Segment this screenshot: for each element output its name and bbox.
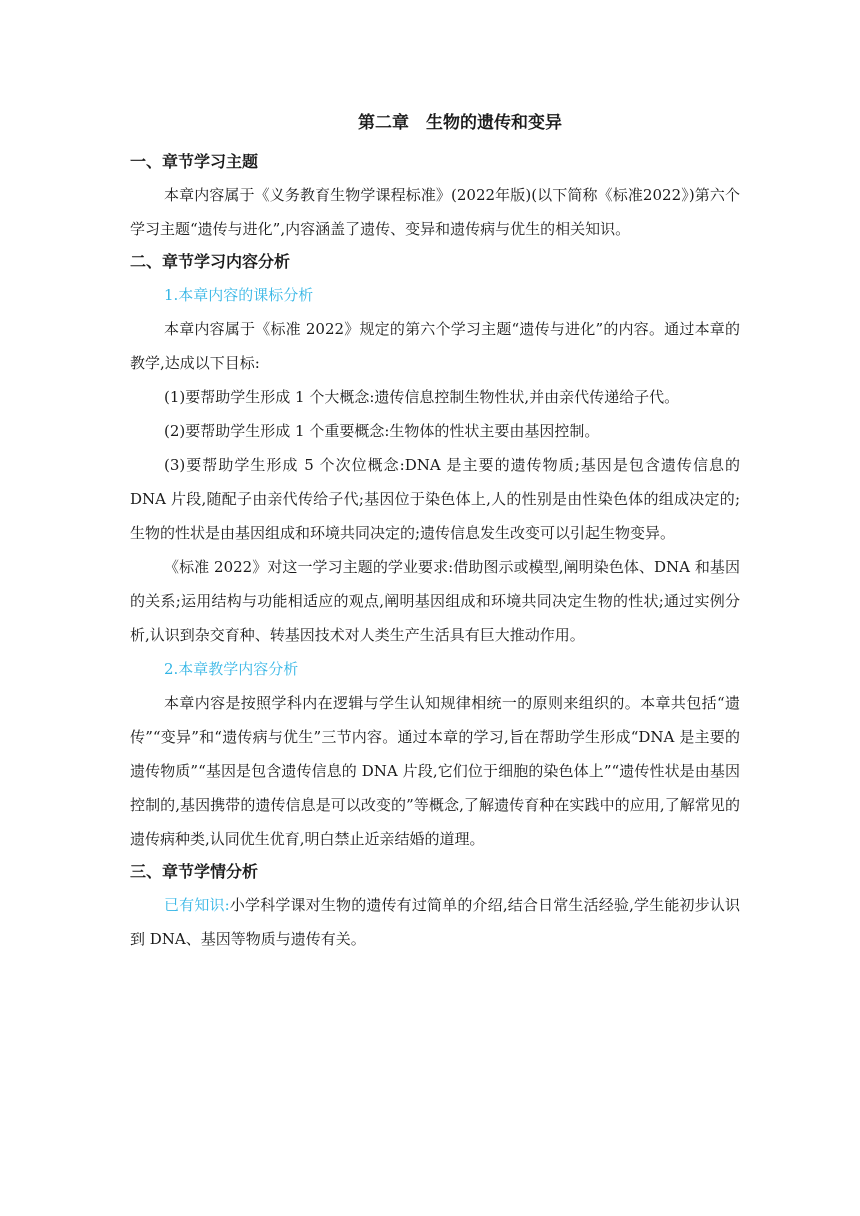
chapter-title: 第二章 生物的遗传和变异 — [358, 113, 562, 133]
paragraph: (1)要帮助学生形成 1 个大概念:遗传信息控制生物性状,并由亲代传递给子代。 — [164, 388, 680, 406]
section-heading-3: 三、章节学情分析 — [130, 862, 259, 881]
paragraph — [130, 888, 740, 956]
section-heading-1: 一、章节学习主题 — [130, 152, 259, 171]
paragraph: 本章内容属于《标准 2022》规定的第六个学习主题“遗传与进化”的内容。通过本章的教学,达成以下目标: — [130, 320, 740, 372]
section-heading-2: 二、章节学习内容分析 — [130, 252, 291, 271]
paragraph: (3)要帮助学生形成 5 个次位概念:DNA 是主要的遗传物质;基因是包含遗传信息的 DNA 片段,随配子由亲代传给子代;基因位于染色体上,人的性别是由性染色体的组成决定的;生物的性状是由基因组成和环境共同决定的;遗传信息发生改变可以引起生物变异。 — [130, 456, 740, 542]
paragraph: 本章内容是按照学科内在逻辑与学生认知规律相统一的原则来组织的。本章共包括“遗传”“变异”和“遗传病与优生”三节内容。通过本章的学习,旨在帮助学生形成“DNA 是主要的遗传物质”“基因是包含遗传信息的 DNA 片段,它们位于细胞的染色体上”“遗传性状是由基因控制的,基因携带的遗传信息是可以改变的”等概念,了解遗传育种在实践中的应用,了解常见的遗传病种类,认同优生优育,明白禁止近亲结婚的道理。 — [130, 694, 740, 848]
paragraph: 本章内容属于《义务教育生物学课程标准》(2022年版)(以下简称《标准2022》)第六个学习主题“遗传与进化”,内容涵盖了遗传、变异和遗传病与优生的相关知识。 — [130, 186, 740, 238]
paragraph: (2)要帮助学生形成 1 个重要概念:生物体的性状主要由基因控制。 — [164, 422, 600, 440]
subheading-2: 2.本章教学内容分析 — [164, 660, 299, 678]
document-body — [130, 108, 740, 956]
paragraph-text: 小学科学课对生物的遗传有过简单的介绍,结合日常生活经验,学生能初步认识到 DNA、基因等物质与遗传有关。 — [130, 896, 740, 948]
subheading-1: 1.本章内容的课标分析 — [164, 286, 314, 304]
highlight-label: 已有知识: — [164, 896, 230, 914]
paragraph: 《标准 2022》对这一学习主题的学业要求:借助图示或模型,阐明染色体、DNA 和基因的关系;运用结构与功能相适应的观点,阐明基因组成和环境共同决定生物的性状;通过实例分析,认识到杂交育种、转基因技术对人类生产生活具有巨大推动作用。 — [130, 558, 740, 644]
